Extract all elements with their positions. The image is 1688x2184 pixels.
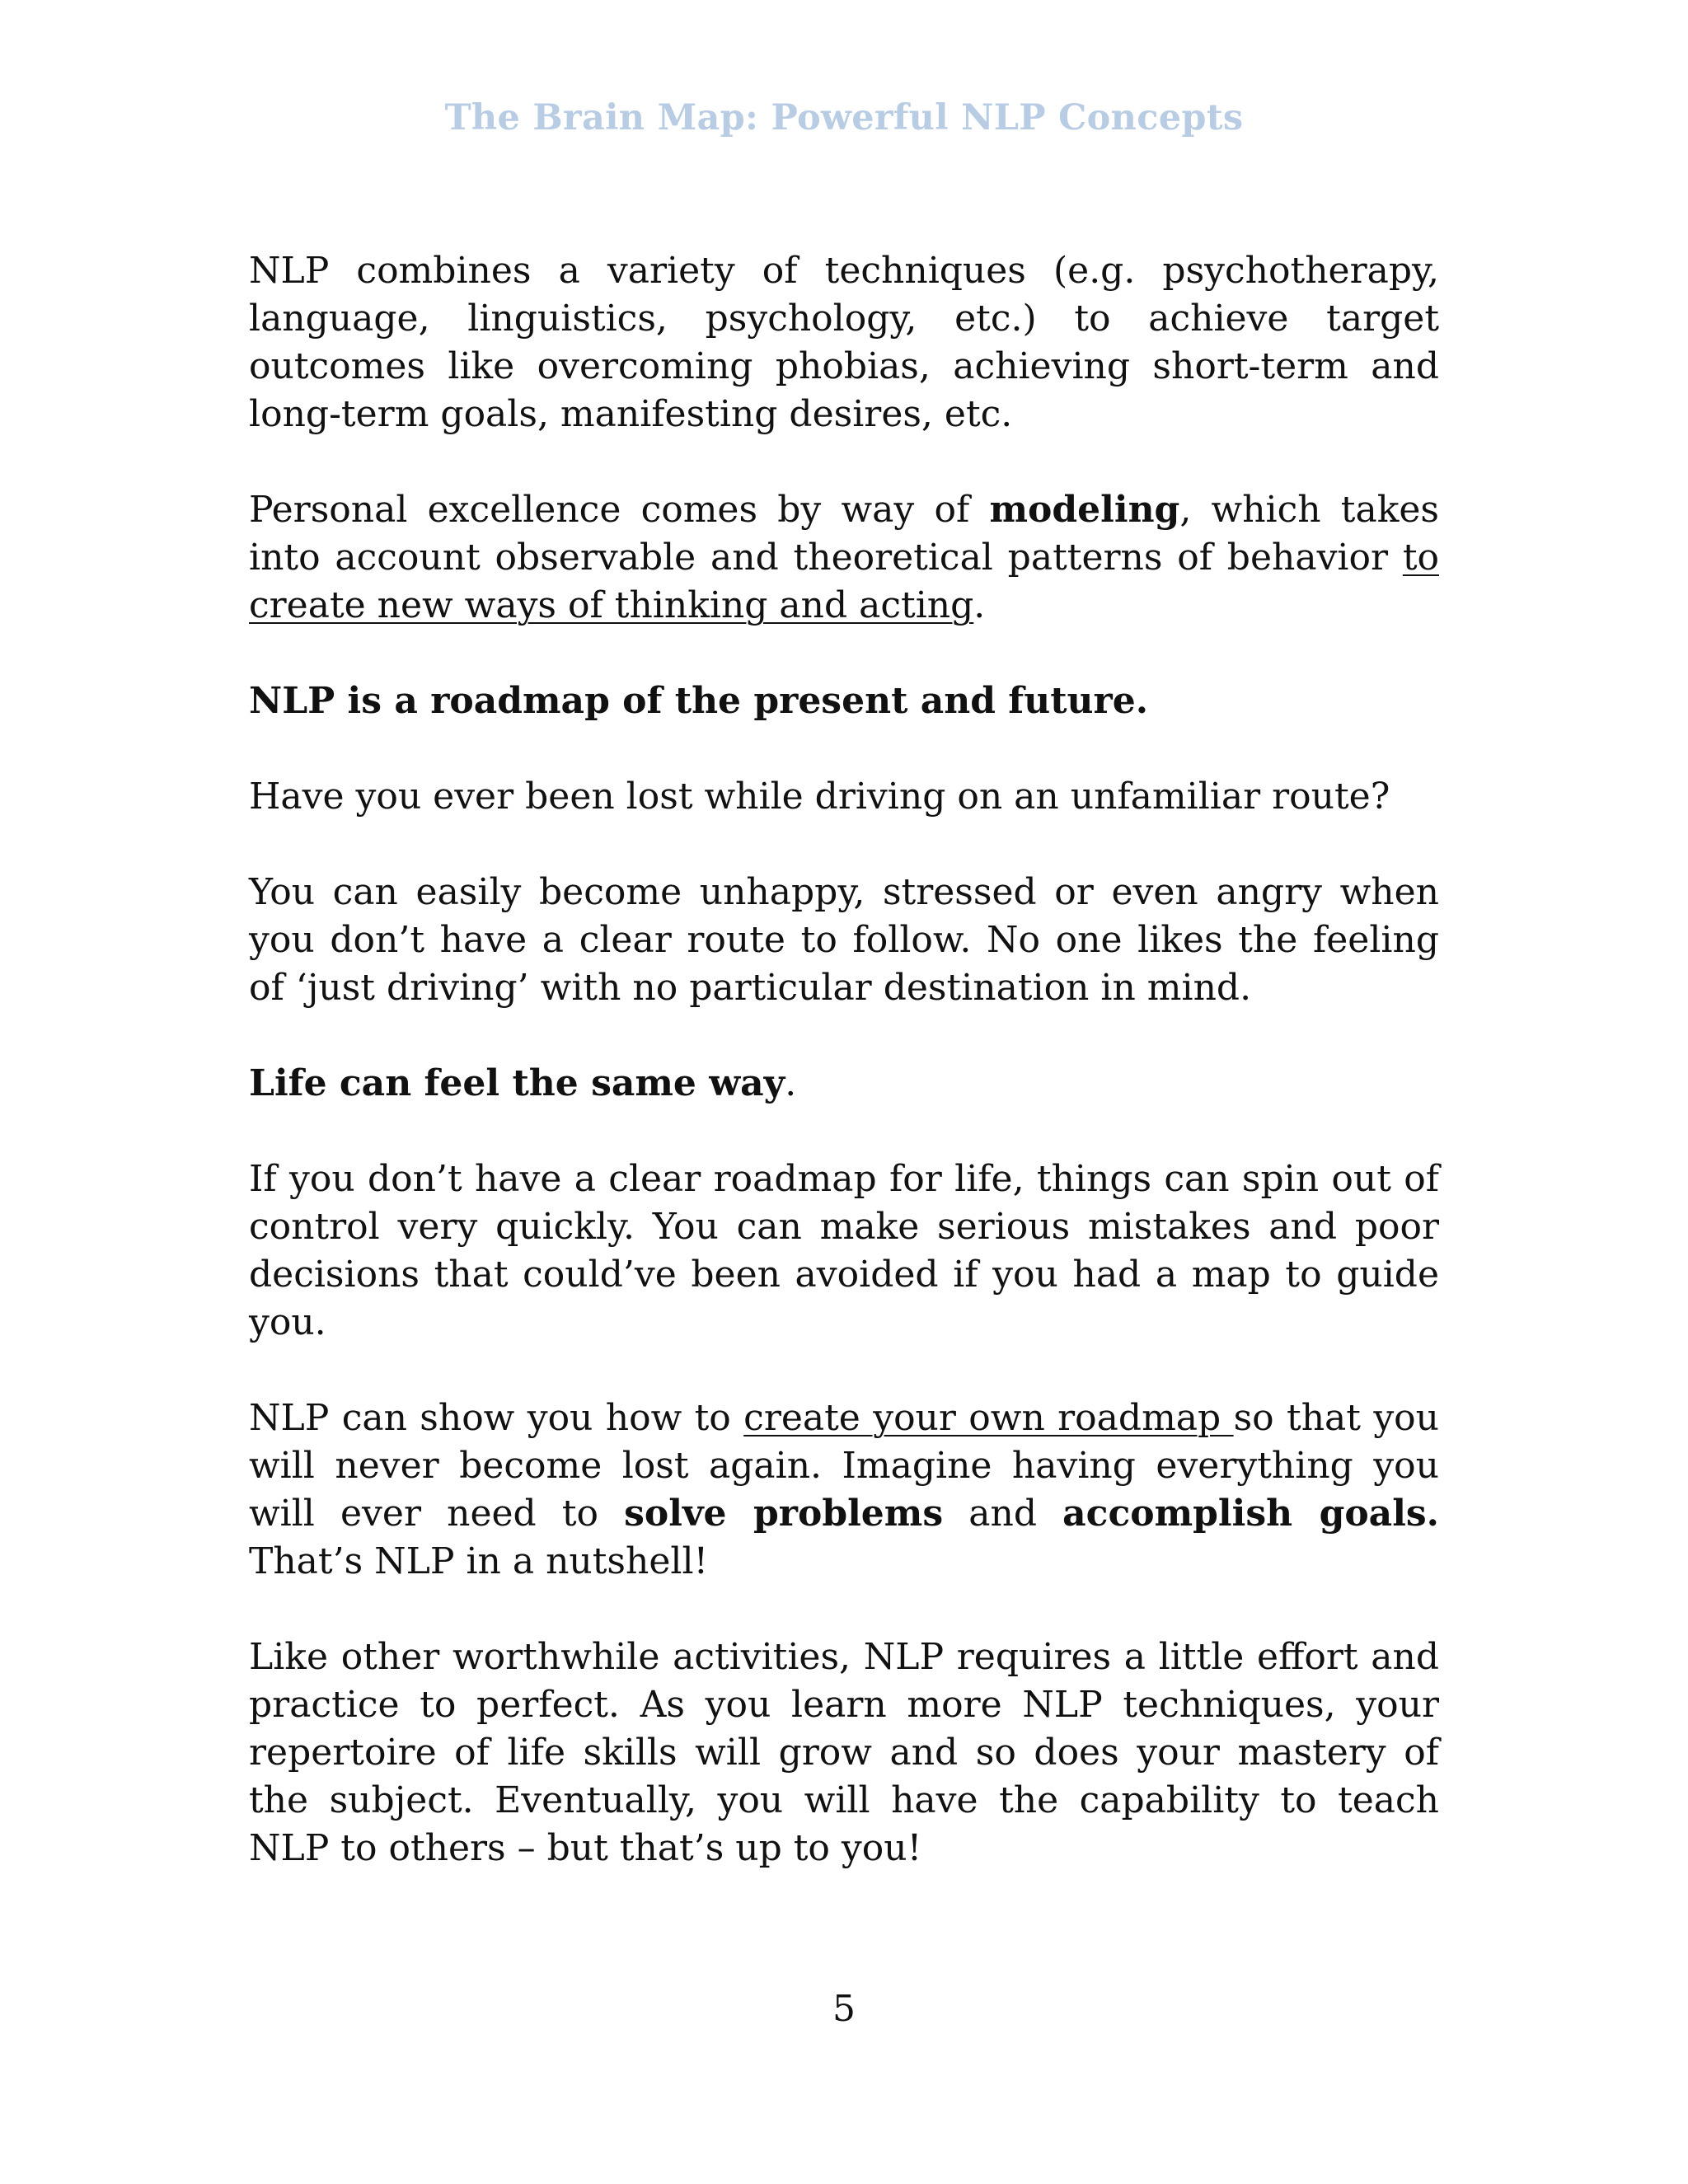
paragraph-lost-question: Have you ever been lost while driving on an unfamiliar route? — [249, 776, 1390, 818]
solve-problems-bold: solve problems — [624, 1493, 944, 1535]
page-body — [249, 247, 1439, 1920]
page-number: 5 — [832, 1988, 856, 2030]
modeling-underline: to create new ways of thinking and acting — [249, 537, 1439, 626]
accomplish-goals-bold: accomplish goals. — [1062, 1493, 1439, 1535]
own-roadmap-underline: create your own roadmap — [743, 1397, 1234, 1439]
running-header: The Brain Map: Powerful NLP Concepts — [444, 97, 1244, 138]
paragraph-roadmap-heading — [249, 677, 1439, 725]
own-roadmap-text-before: NLP can show you how to — [249, 1397, 744, 1439]
life-same-way-bold: Life can feel the same way — [249, 1062, 785, 1104]
roadmap-heading-bold: NLP is a roadmap of the present and future. — [249, 680, 1149, 722]
paragraph-worthwhile: Like other worthwhile activities, NLP requires a little effort and practice to perfect. As you learn more NLP techniques, your repertoire of life skills will grow and so does your mastery of the subject. Eventually, you will have the capability to teach NLP to others – but that’s up to you! — [249, 1636, 1439, 1869]
paragraph-techniques: NLP combines a variety of techniques (e.g. psychotherapy, language, linguistics, psychology, etc.) to achieve target outcomes like overcoming phobias, achieving short-term and long-term goals, manifesting desires, etc. — [249, 250, 1439, 435]
paragraph-life-same-way — [249, 1060, 1439, 1108]
paragraph-clear-roadmap: If you don’t have a clear roadmap for life, things can spin out of control very quickly. You can make serious mistakes and poor decisions that could’ve been avoided if you had a map to guide you. — [249, 1158, 1439, 1343]
modeling-text-after: . — [973, 584, 986, 626]
modeling-text-before: Personal excellence comes by way of — [249, 489, 990, 531]
paragraph-own-roadmap — [249, 1394, 1439, 1586]
own-roadmap-and: and — [943, 1493, 1063, 1535]
paragraph-unhappy: You can easily become unhappy, stressed or even angry when you don’t have a clear route to follow. No one likes the feeling of ‘just driving’ with no particular destination in mind. — [249, 871, 1439, 1009]
paragraph-modeling — [249, 486, 1439, 630]
modeling-text-middle: , which takes into account observable and theoretical patterns of behavior — [249, 489, 1439, 579]
modeling-bold: modeling — [989, 489, 1180, 531]
own-roadmap-text-after: That’s NLP in a nutshell! — [249, 1540, 709, 1582]
own-roadmap-text-middle: so that you will never become lost again. Imagine having everything you will ever need to — [249, 1397, 1440, 1535]
life-same-way-after: . — [785, 1062, 797, 1104]
